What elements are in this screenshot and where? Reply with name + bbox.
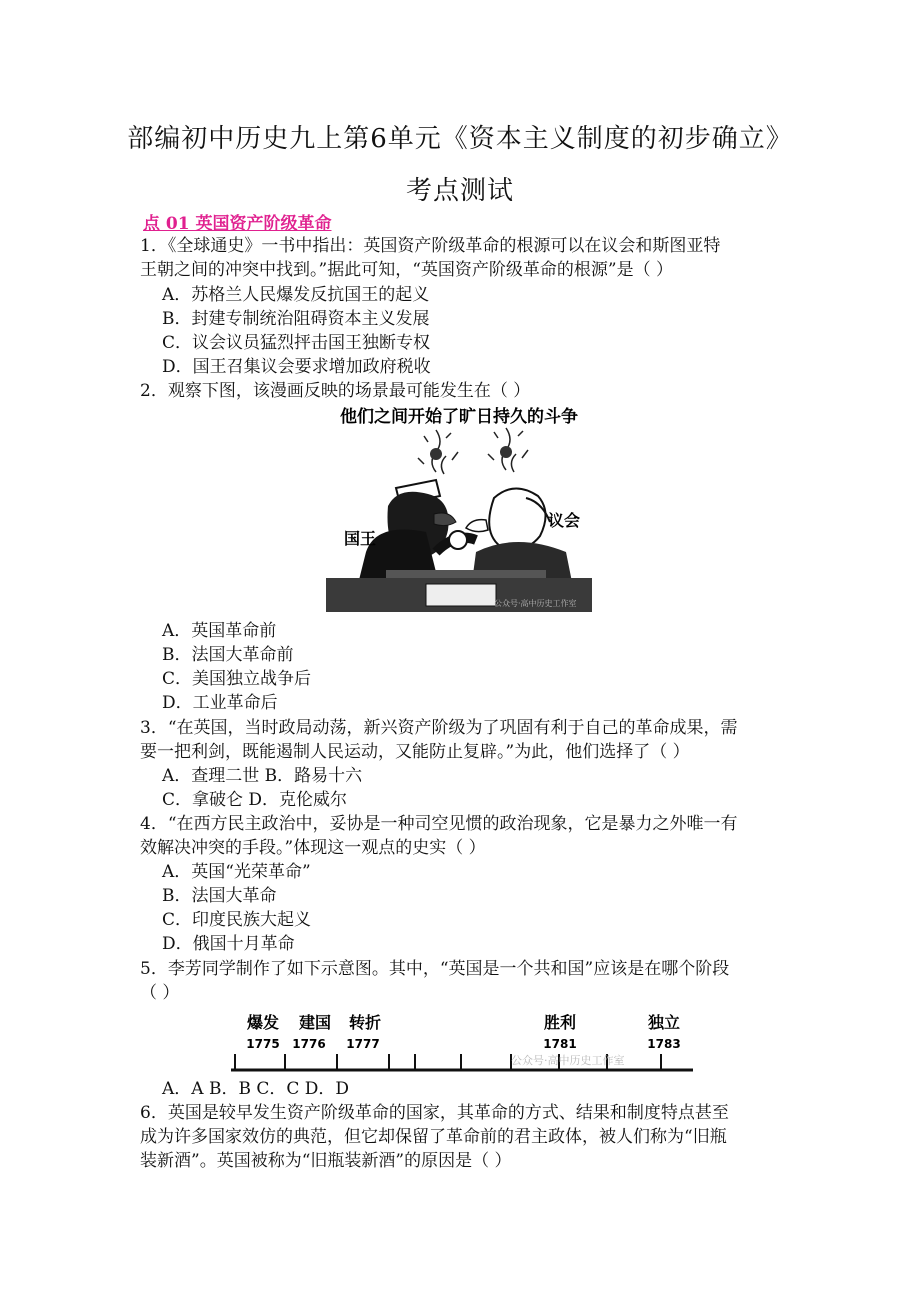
q4-option-c: C．印度民族大起义	[162, 910, 312, 930]
cartoon-watermark: 公众号·高中历史工作室	[494, 599, 577, 608]
q5-options: A．A B．B C．C D．D	[162, 1079, 350, 1099]
timeline-year-2: 1776	[292, 1037, 326, 1051]
timeline-watermark: 公众号·高中历史工作室	[511, 1054, 625, 1067]
q5-stem-line2: （ ）	[140, 983, 180, 1003]
q3-options-cd: C．拿破仑 D．克伦威尔	[162, 790, 348, 810]
q4-option-a: A．英国“光荣革命”	[162, 862, 311, 882]
timeline-year-5: 1783	[647, 1037, 681, 1051]
q2-option-b: B．法国大革命前	[162, 645, 294, 665]
timeline-event-1: 爆发	[246, 1013, 280, 1032]
q1-option-a: A．苏格兰人民爆发反抗国王的起义	[162, 285, 430, 305]
q6-stem-line3: 装新酒”。英国被称为“旧瓶装新酒”的原因是（ ）	[140, 1151, 512, 1171]
q5-stem-line1: 5．李芳同学制作了如下示意图。其中，“英国是一个共和国”应该是在哪个阶段	[140, 959, 730, 979]
cartoon-label-king: 国王	[344, 529, 377, 548]
q6-stem-line2: 成为许多国家效仿的典范，但它却保留了革命前的君主政体，被人们称为“旧瓶	[140, 1127, 727, 1147]
king-vs-parliament-cartoon	[326, 402, 592, 612]
timeline-event-5: 独立	[647, 1013, 681, 1032]
timeline-event-3: 转折	[348, 1013, 382, 1032]
q1-option-c: C．议会议员猛烈抨击国王独断专权	[162, 333, 431, 353]
q4-stem-line1: 4．“在西方民主政治中，妥协是一种司空见惯的政治现象，它是暴力之外唯一有	[140, 814, 738, 834]
page-title: 部编初中历史九上第6单元《资本主义制度的初步确立》	[127, 124, 793, 154]
timeline-event-4: 胜利	[543, 1013, 577, 1032]
q1-stem-line2: 王朝之间的冲突中找到。”据此可知，“英国资产阶级革命的根源”是（ ）	[140, 260, 673, 280]
cartoon-label-parliament: 议会	[548, 511, 581, 530]
cartoon-caption: 他们之间开始了旷日持久的斗争	[340, 407, 578, 427]
q3-stem-line2: 要一把利剑，既能遏制人民运动，又能防止复辟。”为此，他们选择了（ ）	[140, 742, 690, 762]
q2-option-d: D．工业革命后	[162, 693, 278, 713]
q2-option-c: C．美国独立战争后	[162, 669, 312, 689]
timeline-year-1: 1775	[246, 1037, 280, 1051]
q1-stem-line1: 1．《全球通史》一书中指出：英国资产阶级革命的根源可以在议会和斯图亚特	[140, 236, 721, 256]
q1-option-b: B．封建专制统治阻碍资本主义发展	[162, 309, 430, 329]
q4-stem-line2: 效解决冲突的手段。”体现这一观点的史实（ ）	[140, 838, 486, 858]
section-heading: 点 01 英国资产阶级革命	[143, 214, 332, 234]
q4-option-b: B．法国大革命	[162, 886, 277, 906]
q3-stem-line1: 3．“在英国，当时政局动荡，新兴资产阶级为了巩固有利于自己的革命成果，需	[140, 718, 738, 738]
timeline-year-4: 1781	[543, 1037, 577, 1051]
q1-option-d: D．国王召集议会要求增加政府税收	[162, 357, 431, 377]
q3-options-ab: A．查理二世 B．路易十六	[162, 766, 363, 786]
american-revolution-timeline	[229, 1010, 695, 1076]
q2-stem: 2．观察下图，该漫画反映的场景最可能发生在（ ）	[140, 381, 531, 401]
q6-stem-line1: 6．英国是较早发生资产阶级革命的国家，其革命的方式、结果和制度特点甚至	[140, 1103, 729, 1123]
q4-option-d: D．俄国十月革命	[162, 934, 295, 954]
page-subtitle: 考点测试	[405, 176, 514, 206]
timeline-year-3: 1777	[346, 1037, 380, 1051]
timeline-event-2: 建国	[298, 1013, 332, 1032]
q2-option-a: A．英国革命前	[162, 621, 277, 641]
